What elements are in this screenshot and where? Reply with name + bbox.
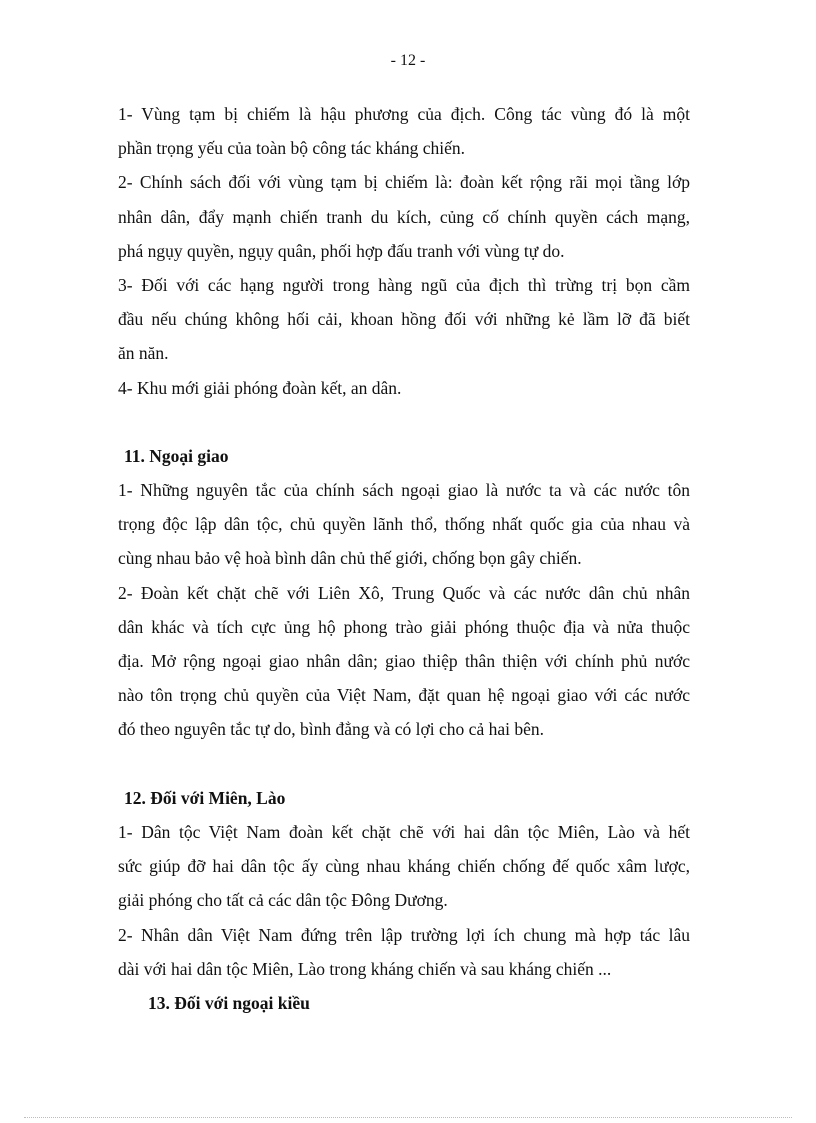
paragraph-line: nhân dân, đẩy mạnh chiến tranh du kích, củng cố chính quyền cách mạng, [118,206,690,227]
section-heading-ngoai-kieu: 13. Đối với ngoại kiều [148,992,310,1013]
document-body [118,97,690,1020]
section-heading-ngoai-giao: 11. Ngoại giao [124,445,229,466]
paragraph-line: 3- Đối với các hạng người trong hàng ngũ của địch thì trừng trị bọn cầm [118,274,690,295]
paragraph-line: trọng độc lập dân tộc, chủ quyền lãnh thổ, thống nhất quốc gia của nhau và [118,514,690,535]
paragraph-line: dân khác và tích cực ủng hộ phong trào giải phóng thuộc địa và nửa thuộc [118,616,690,637]
paragraph-line: 1- Những nguyên tắc của chính sách ngoại giao là nước ta và các nước tôn [118,480,690,501]
spacer [118,405,690,439]
paragraph-line: đó theo nguyên tắc tự do, bình đẳng và có lợi cho cả hai bên. [118,719,544,740]
paragraph-line: dài với hai dân tộc Miên, Lào trong kháng chiến và sau kháng chiến ... [118,958,612,979]
paragraph-line: phần trọng yếu của toàn bộ công tác kháng chiến. [118,138,465,159]
paragraph-line: 2- Đoàn kết chặt chẽ với Liên Xô, Trung Quốc và các nước dân chủ nhân [118,582,690,603]
paragraph-line: phá ngụy quyền, ngụy quân, phối hợp đấu tranh với vùng tự do. [118,240,565,261]
section-heading-mien-lao: 12. Đối với Miên, Lào [124,787,286,808]
paragraph-line: cùng nhau bảo vệ hoà bình dân chủ thế giới, chống bọn gây chiến. [118,548,582,569]
paragraph-line: 1- Dân tộc Việt Nam đoàn kết chặt chẽ với hai dân tộc Miên, Lào và hết [118,821,690,842]
spacer [118,747,690,781]
paragraph-line: 4- Khu mới giải phóng đoàn kết, an dân. [118,377,402,398]
paragraph-line: nào tôn trọng chủ quyền của Việt Nam, đặt quan hệ ngoại giao với các nước [118,685,690,706]
paragraph-line: 2- Nhân dân Việt Nam đứng trên lập trường lợi ích chung mà hợp tác lâu [118,924,690,945]
footer-divider [24,1117,792,1118]
paragraph-line: sức giúp đỡ hai dân tộc ấy cùng nhau kháng chiến chống đế quốc xâm lược, [118,856,690,877]
paragraph-line: 1- Vùng tạm bị chiếm là hậu phương của địch. Công tác vùng đó là một [118,104,690,124]
paragraph-line: địa. Mở rộng ngoại giao nhân dân; giao thiệp thân thiện với chính phủ nước [118,651,690,671]
page-number: - 12 - [390,52,426,69]
paragraph-line: giải phóng cho tất cả các dân tộc Đông Dương. [118,890,448,911]
paragraph-line: 2- Chính sách đối với vùng tạm bị chiếm là: đoàn kết rộng rãi mọi tầng lớp [118,172,690,193]
paragraph-line: đầu nếu chúng không hối cải, khoan hồng đối với những kẻ lầm lỡ đã biết [118,309,690,330]
paragraph-line: ăn năn. [118,343,169,364]
